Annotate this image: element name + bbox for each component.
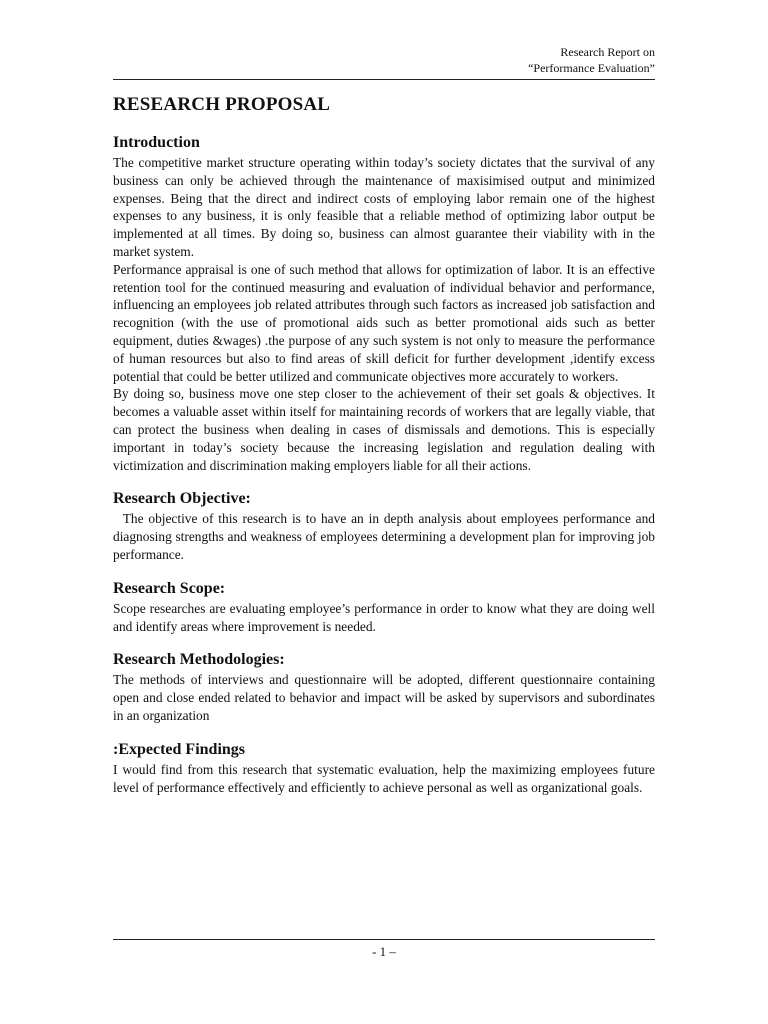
spacer <box>113 725 655 739</box>
section-expected-findings <box>113 739 655 797</box>
section-research-scope <box>113 578 655 636</box>
section-heading: Research Scope: <box>113 579 226 597</box>
section-heading: :Expected Findings <box>113 740 246 758</box>
page-number: - 1 – <box>372 944 396 959</box>
spacer <box>113 635 655 649</box>
paragraph: The methods of interviews and questionnaire will be adopted, different questionnaire containing open and close ended related to behavior and impact will be asked by supervisors and subordinates in an organization <box>113 672 655 723</box>
running-header <box>113 44 655 76</box>
header-line-2: “Performance Evaluation” <box>528 61 655 75</box>
paragraph: By doing so, business move one step closer to the achievement of their set goals & objectives. It becomes a valuable asset within itself for maintaining records of workers that are legally viable, that can protect the business when dealing in cases of dismissals and demotions. This is especially important in today’s society because the increasing legislation and regulation dealing with victimization and discrimination making employers liable for all their actions. <box>113 386 655 473</box>
paragraph: The competitive market structure operating within today’s society dictates that the survival of any business can only be achieved through the maintenance of maxisimised output and minimized expenses. Being that the direct and indirect costs of employing labor remain one of the highest expenses to any business, it is only feasible that a reliable method of optimizing labor output be implemented at all times. By doing so, business can almost guarantee their viability with in the market system. <box>113 155 655 259</box>
section-research-methodologies <box>113 649 655 724</box>
footer-rule <box>113 939 655 940</box>
header-line-1: Research Report on <box>560 45 655 59</box>
header-rule <box>113 79 655 80</box>
paragraph: Performance appraisal is one of such method that allows for optimization of labor. It is an effective retention tool for the continued measuring and evaluation of individual behavior and performance, influencing an employees job related attributes through such factors as increased job satisfaction and recognition (with the use of promotional aids such as better promotional aids such as better equipment, duties &wages) .the purpose of any such system is not only to measure the performance of human resources but also to find areas of skill deficit for further development ,identify excess potential that could be better utilized and communicate objectives more accurately to workers. <box>113 261 655 384</box>
document-title: RESEARCH PROPOSAL <box>113 94 331 115</box>
spacer <box>113 474 655 488</box>
document-body <box>113 92 659 796</box>
section-heading: Research Objective: <box>113 490 251 508</box>
spacer <box>113 564 655 578</box>
section-heading: Introduction <box>113 134 200 151</box>
section-heading: Research Methodologies: <box>113 651 285 669</box>
section-introduction <box>113 132 655 474</box>
paragraph: I would find from this research that systematic evaluation, help the maximizing employees future level of performance effectively and efficiently to achieve personal as well as organizational goals. <box>113 761 655 795</box>
paragraph: The objective of this research is to have an in depth analysis about employees performance and diagnosing strengths and weakness of employees determining a development plan for improving job performance. <box>113 511 659 562</box>
paragraph: Scope researches are evaluating employee’s performance in order to know what they are doing well and identify areas where improvement is needed. <box>113 600 655 634</box>
section-research-objective <box>113 488 659 563</box>
